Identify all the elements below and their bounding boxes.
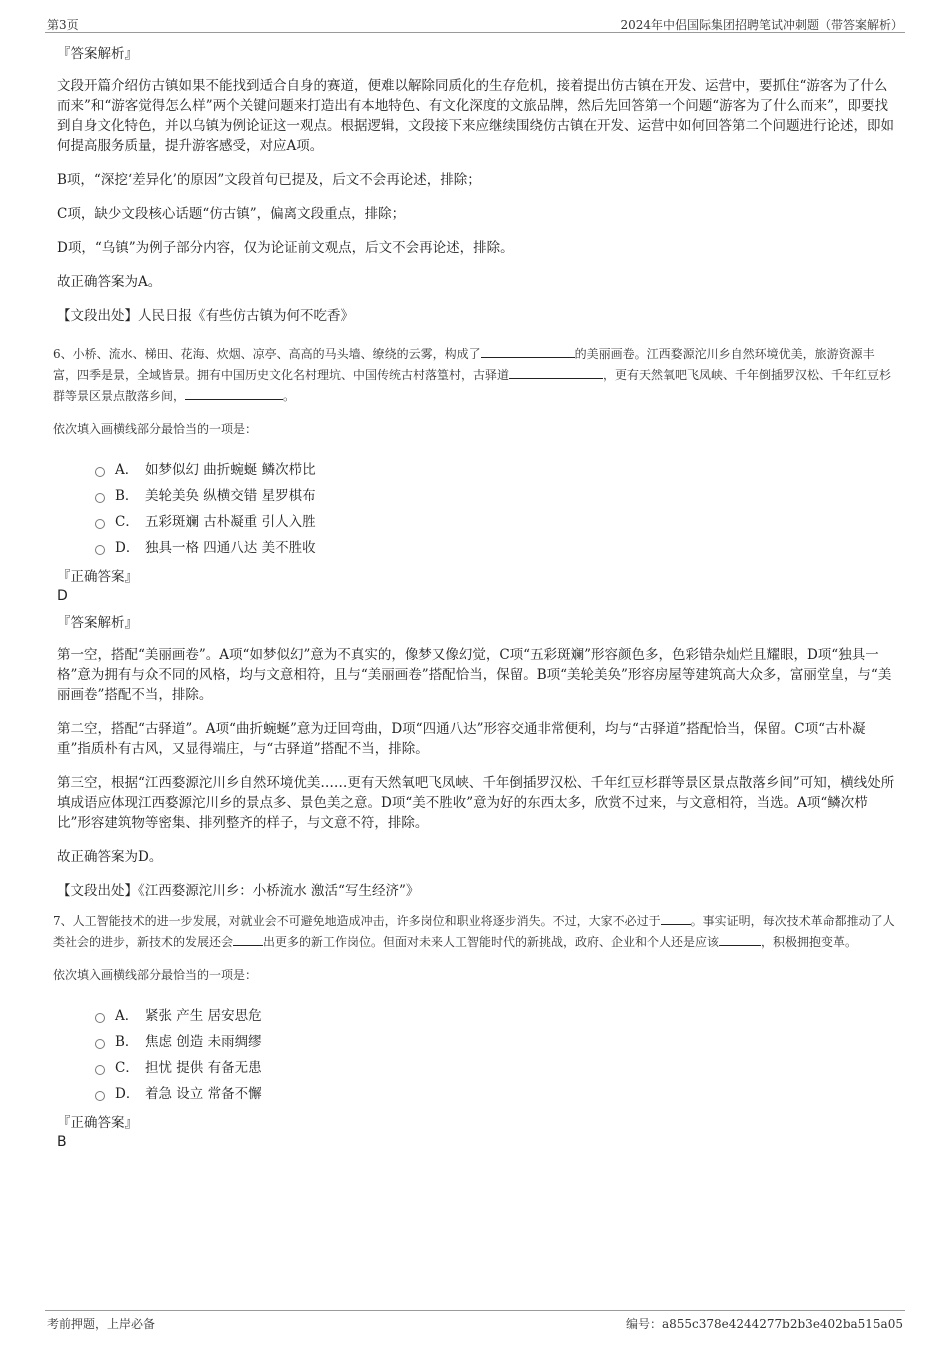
source-citation: 【文段出处】人民日报《有些仿古镇为何不吃香》 [57,308,354,324]
analysis-paragraph: C项，缺少文段核心话题“仿古镇”，偏离文段重点，排除； [57,206,406,222]
conclusion-paragraph: 故正确答案为A。 [57,274,162,290]
source-citation: 【文段出处】《江西婺源沱川乡：小桥流水 激活“写生经济”》 [57,883,420,899]
question-7-options [95,1003,897,1107]
option-a[interactable]: A． 紧张 产生 居安思危 [95,1003,897,1029]
option-d[interactable]: D． 着急 设立 常备不懈 [95,1081,897,1107]
analysis-paragraph: 第二空，搭配“古驿道”。A项“曲折蜿蜒”意为迂回弯曲，D项“四通八达”形容交通非常便利，均与“古驿道”搭配恰当，保留。C项“古朴凝重”指质朴有古风，又显得端庄，与“古驿道”搭配不当，排除。 [57,721,866,757]
analysis-label: 『答案解析』 [57,46,138,62]
fill-blank [661,912,691,925]
analysis-paragraph: 第三空，根据“江西婺源沱川乡自然环境优美……更有天然氧吧飞凤峡、千年倒插罗汉松、千年红豆杉群等景区景点散落乡间”可知，横线处所填成语应体现江西婺源沱川乡的景点多、景色美之意。D项“美不胜收”意为好的东西太多，欣赏不过来，与文意相符，当选。A项“鳞次栉比”形容建筑物等密集、排列整齐的样子，与文意不符，排除。 [57,775,895,831]
radio-button[interactable] [95,1091,105,1101]
analysis-paragraph: B项，“深挖‘差异化’的原因”文段首句已提及，后文不会再论述，排除； [57,172,481,188]
option-b[interactable]: B． 焦虑 创造 未雨绸缪 [95,1029,897,1055]
question-6-prompt: 依次填入画横线部分最恰当的一项是： [53,422,258,436]
fill-blank [233,933,263,946]
analysis-paragraph: D项，“乌镇”为例子部分内容，仅为论证前文观点，后文不会再论述，排除。 [57,240,514,256]
document-id: 编号：a855c378e4244277b2b3e402ba515a05 [625,1317,903,1331]
question-6-stem: 6、小桥、流水、梯田、花海、炊烟、凉亭、高高的马头墙、缭绕的云雾，构成了 的美丽画卷。江西婺源沱川乡自然环境优美，旅游资源丰富，四季是景，全域皆景。拥有中国历史文化名村理坑、中国传统古村落篁村，古驿道 ，更有天然氧吧飞凤峡、千年倒插罗汉松、千年红豆杉群等景区景点散落乡间， 。 [53,347,892,403]
fill-blank [185,387,283,400]
radio-button[interactable] [95,1065,105,1075]
analysis-label: 『答案解析』 [57,615,138,631]
fill-blank [719,933,761,946]
question-7-prompt: 依次填入画横线部分最恰当的一项是： [53,968,258,982]
radio-button[interactable] [95,1039,105,1049]
option-a[interactable]: A． 如梦似幻 曲折蜿蜒 鳞次栉比 [95,457,897,483]
correct-answer-value: D [57,588,68,604]
analysis-paragraph: 文段开篇介绍仿古镇如果不能找到适合自身的赛道，便难以解除同质化的生存危机，接着提出仿古镇在开发、运营中，要抓住“游客为了什么而来”和“游客觉得怎么样”两个关键问题来打造出有本地特色、有文化深度的文旅品牌，然后先回答第一个问题“游客为了什么而来”，即要找到自身文化特色，并以乌镇为例论证这一观点。根据逻辑，文段接下来应继续围绕仿古镇在开发、运营中如何回答第二个问题进行论述，即如何提高服务质量，提升游客感受，对应A项。 [57,78,894,154]
analysis-paragraph: 第一空，搭配“美丽画卷”。A项“如梦似幻”意为不真实的，像梦又像幻觉，C项“五彩斑斓”形容颜色多，色彩错杂灿烂且耀眼，D项“独具一格”意为拥有与众不同的风格，均与文意相符，且与“美丽画卷”搭配恰当，保留。B项“美轮美奂”形容房屋等建筑高大众多，富丽堂皇，与“美丽画卷”搭配不当，排除。 [57,647,892,703]
page-number: 第3页 [47,18,79,32]
option-c[interactable]: C． 五彩斑斓 古朴凝重 引人入胜 [95,509,897,535]
option-c[interactable]: C． 担忧 提供 有备无患 [95,1055,897,1081]
option-d[interactable]: D． 独具一格 四通八达 美不胜收 [95,535,897,561]
page-footer [45,1310,905,1331]
radio-button[interactable] [95,467,105,477]
option-b[interactable]: B． 美轮美奂 纵横交错 星罗棋布 [95,483,897,509]
radio-button[interactable] [95,1013,105,1023]
correct-answer-label: 『正确答案』 [57,1115,138,1131]
radio-button[interactable] [95,493,105,503]
document-body [53,44,897,1159]
fill-blank [481,345,575,358]
document-title: 2024年中侣国际集团招聘笔试冲刺题（带答案解析） [620,18,903,32]
radio-button[interactable] [95,545,105,555]
correct-answer-value: B [57,1134,67,1150]
page-header [45,12,905,33]
conclusion-paragraph: 故正确答案为D。 [57,849,163,865]
correct-answer-label: 『正确答案』 [57,569,138,585]
question-6-options [95,457,897,561]
fill-blank [509,366,603,379]
footer-slogan: 考前押题，上岸必备 [47,1317,156,1331]
question-7-stem: 7、人工智能技术的进一步发展，对就业会不可避免地造成冲击，许多岗位和职业将逐步消失。不过，大家不必过于 。事实证明，每次技术革命都推动了人类社会的进步，新技术的发展还会 出更多的新工作岗位。但面对未来人工智能时代的新挑战，政府、企业和个人还是应该 ，积极拥抱变革。 [53,914,895,949]
radio-button[interactable] [95,519,105,529]
